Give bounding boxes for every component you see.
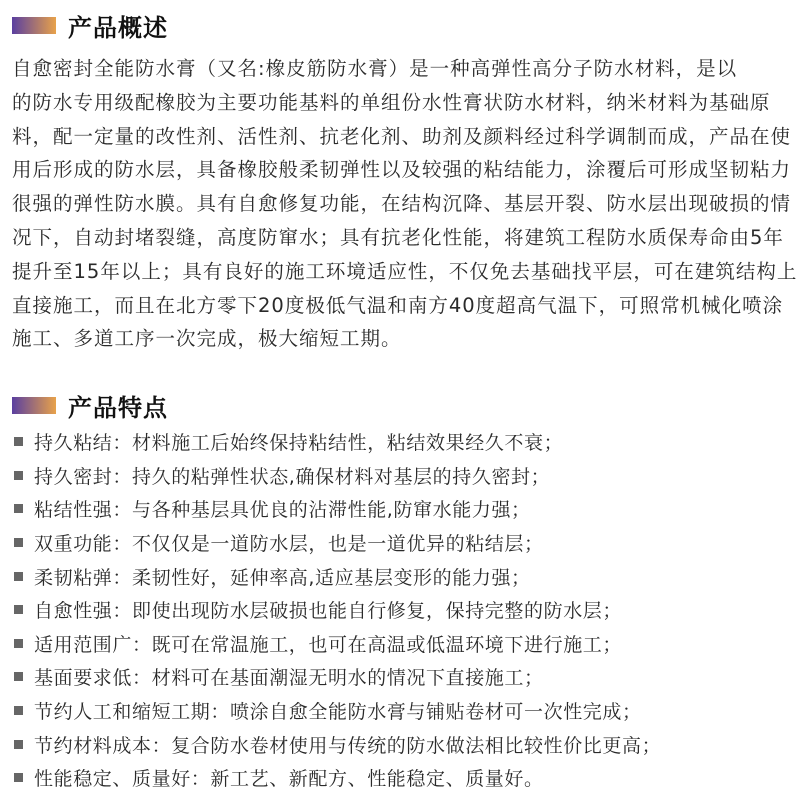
feature-item [12, 559, 661, 593]
feature-text: 适用范围广：既可在常温施工，也可在高温或低温环境下进行施工； [34, 633, 623, 656]
feature-item [12, 593, 661, 627]
overview-title: 产品概述 [68, 13, 168, 42]
feature-item [12, 425, 661, 459]
overview-line: 用后形成的防水层，具备橡胶般柔韧弹性以及较强的粘结能力，涂覆后可形成坚韧粘力 [12, 158, 792, 182]
feature-text: 节约人工和缩短工期：喷涂自愈全能防水膏与铺贴卷材可一次性完成； [34, 701, 642, 724]
square-bullet-icon [14, 740, 23, 749]
overview-line: 的防水专用级配橡胶为主要功能基料的单组份水性膏状防水材料，纳米材料为基础原 [12, 90, 771, 114]
features-title: 产品特点 [68, 393, 168, 422]
overview-line: 料，配一定量的改性剂、活性剂、抗老化剂、助剂及颜料经过科学调制而成，产品在使 [12, 124, 792, 148]
square-bullet-icon [14, 605, 23, 614]
square-bullet-icon [14, 773, 23, 782]
feature-item [12, 526, 661, 560]
feature-item [12, 459, 661, 493]
square-bullet-icon [14, 437, 23, 446]
feature-text: 自愈性强：即使出现防水层破损也能自行修复，保持完整的防水层； [34, 600, 623, 623]
feature-item [12, 627, 661, 661]
feature-text: 粘结性强：与各种基层具优良的沾滞性能,防窜水能力强； [34, 499, 531, 522]
square-bullet-icon [14, 471, 23, 480]
feature-item [12, 761, 661, 795]
overview-line: 很强的弹性防水膜。具有自愈修复功能，在结构沉降、基层开裂、防水层出现破损的情 [12, 192, 792, 216]
overview-line: 提升至15年以上；具有良好的施工环境适应性，不仅免去基础找平层，可在建筑结构上 [12, 259, 798, 283]
overview-heading [12, 8, 168, 42]
feature-text: 持久粘结：材料施工后始终保持粘结性，粘结效果经久不衰； [34, 432, 564, 455]
overview-line: 自愈密封全能防水膏（又名:橡皮筋防水膏）是一种高弹性高分子防水材料，是以 [12, 57, 738, 80]
square-bullet-icon [14, 572, 23, 581]
features-list [12, 425, 661, 795]
square-bullet-icon [14, 706, 23, 715]
square-bullet-icon [14, 672, 23, 681]
feature-text: 柔韧粘弹：柔韧性好，延伸率高,适应基层变形的能力强； [34, 566, 531, 589]
feature-item [12, 694, 661, 728]
square-bullet-icon [14, 538, 23, 547]
feature-text: 性能稳定、质量好：新工艺、新配方、性能稳定、质量好。 [34, 768, 544, 791]
feature-text: 持久密封：持久的粘弹性状态,确保材料对基层的持久密封； [34, 465, 551, 488]
square-bullet-icon [14, 504, 23, 513]
feature-item [12, 660, 661, 694]
feature-item [12, 492, 661, 526]
feature-text: 基面要求低：材料可在基面潮湿无明水的情况下直接施工； [34, 667, 544, 690]
overview-line: 况下，自动封堵裂缝，高度防窜水；具有抗老化性能，将建筑工程防水质保寿命由5年 [12, 225, 784, 249]
features-heading [12, 388, 168, 422]
overview-paragraph [12, 52, 797, 356]
overview-line: 施工、多道工序一次完成，极大缩短工期。 [12, 327, 402, 351]
heading-accent-bar [12, 397, 56, 414]
overview-line: 直接施工，而且在北方零下20度极低气温和南方40度超高气温下，可照常机械化喷涂 [12, 293, 784, 317]
square-bullet-icon [14, 639, 23, 648]
heading-accent-bar [12, 17, 56, 34]
feature-text: 节约材料成本：复合防水卷材使用与传统的防水做法相比较性价比更高； [34, 734, 662, 757]
feature-text: 双重功能：不仅仅是一道防水层，也是一道优异的粘结层； [34, 533, 544, 556]
feature-item [12, 727, 661, 761]
